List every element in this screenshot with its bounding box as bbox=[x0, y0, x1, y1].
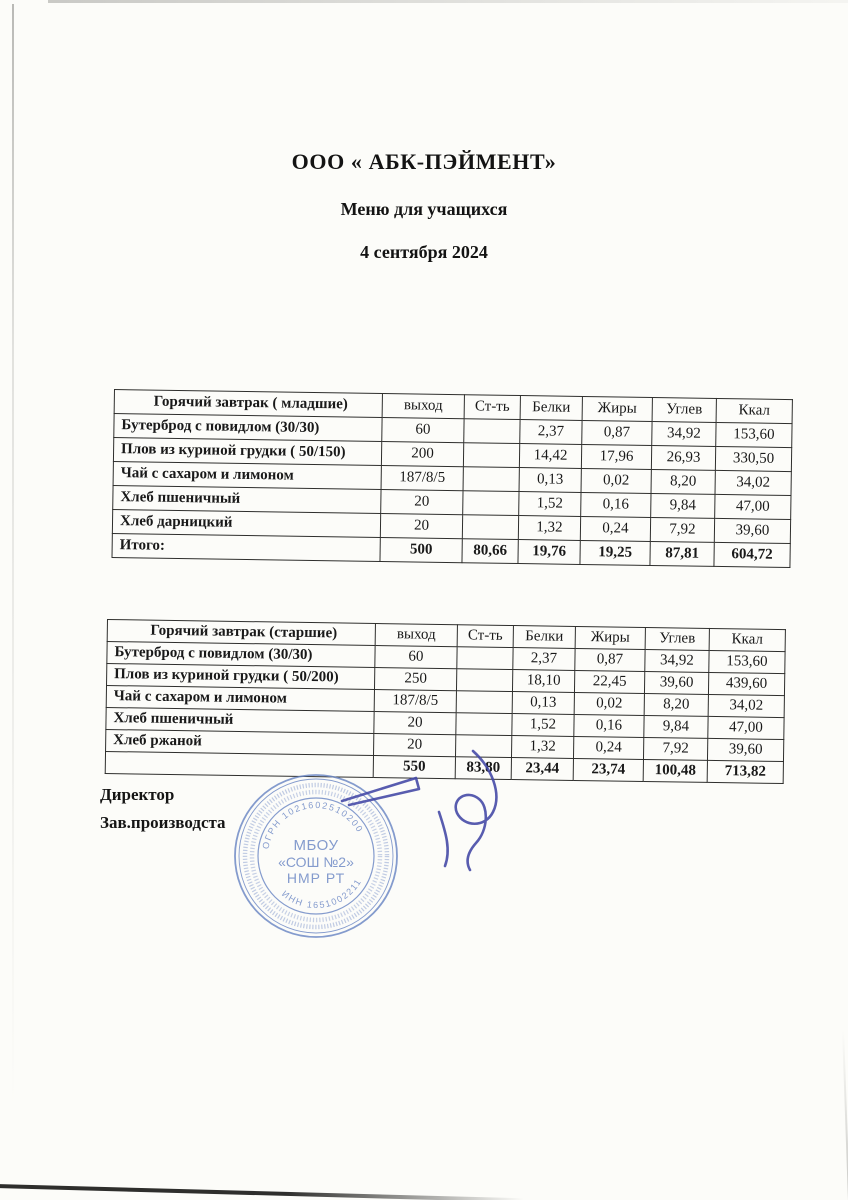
value-cell: 34,92 bbox=[645, 649, 709, 672]
value-cell: 23,44 bbox=[511, 758, 573, 781]
value-cell: 39,60 bbox=[707, 738, 783, 761]
value-cell: 1,52 bbox=[519, 492, 581, 517]
value-cell: 47,00 bbox=[708, 716, 784, 739]
value-cell: 19,76 bbox=[518, 540, 580, 565]
column-header-fat: Жиры bbox=[582, 396, 652, 421]
value-cell: 39,60 bbox=[714, 518, 790, 543]
value-cell bbox=[464, 419, 520, 444]
value-cell: 1,32 bbox=[511, 736, 573, 759]
value-cell: 18,10 bbox=[512, 670, 574, 693]
dish-name-cell: Чай с сахаром и лимоном bbox=[113, 461, 381, 489]
value-cell: 20 bbox=[381, 489, 463, 514]
dish-name-cell: Бутерброд с повидлом (30/30) bbox=[114, 414, 382, 442]
column-header-kcal: Ккал bbox=[716, 398, 792, 423]
stamp-ogrn-text: ОГРН 1021602510200 bbox=[260, 799, 366, 850]
menu-date: 4 сентября 2024 bbox=[360, 242, 488, 262]
value-cell: 83,80 bbox=[455, 757, 511, 780]
value-cell: 0,16 bbox=[574, 714, 644, 737]
column-header-protein: Белки bbox=[513, 626, 575, 649]
value-cell: 20 bbox=[374, 711, 456, 734]
column-header-cost: Ст-ть bbox=[464, 395, 520, 420]
value-cell: 2,37 bbox=[513, 648, 575, 671]
value-cell: 1,52 bbox=[512, 714, 574, 737]
value-cell: 0,02 bbox=[574, 692, 644, 715]
director-label: Директор bbox=[100, 785, 175, 804]
company-title: ООО « АБК-ПЭЙМЕНТ» bbox=[291, 149, 557, 174]
value-cell: 47,00 bbox=[715, 494, 791, 519]
dish-name-cell: Плов из куриной грудки ( 50/150) bbox=[113, 438, 381, 466]
value-cell: 550 bbox=[373, 755, 455, 778]
column-header-carbs: Углев bbox=[645, 627, 709, 650]
value-cell: 153,60 bbox=[716, 422, 792, 447]
value-cell: 604,72 bbox=[714, 542, 790, 567]
value-cell: 8,20 bbox=[644, 693, 708, 716]
value-cell: 330,50 bbox=[715, 446, 791, 471]
value-cell bbox=[463, 491, 519, 516]
value-cell: 34,92 bbox=[652, 421, 716, 446]
value-cell: 34,02 bbox=[708, 694, 784, 717]
value-cell bbox=[456, 669, 512, 692]
value-cell: 100,48 bbox=[643, 759, 707, 782]
value-cell: 23,74 bbox=[573, 758, 643, 781]
dish-name-cell: Хлеб пшеничный bbox=[113, 485, 381, 513]
value-cell: 22,45 bbox=[574, 670, 644, 693]
value-cell: 250 bbox=[374, 667, 456, 690]
director-signature bbox=[318, 742, 548, 892]
value-cell: 0,02 bbox=[581, 468, 651, 493]
value-cell bbox=[462, 515, 518, 540]
column-header-kcal: Ккал bbox=[709, 628, 785, 651]
dish-name-cell: Хлеб дарницкий bbox=[112, 509, 380, 537]
column-header-carbs: Углев bbox=[652, 397, 716, 422]
value-cell: 500 bbox=[380, 537, 462, 562]
menu-table-junior-body bbox=[112, 390, 792, 568]
value-cell: 439,60 bbox=[708, 672, 784, 695]
value-cell bbox=[456, 713, 512, 736]
value-cell: 0,16 bbox=[581, 492, 651, 517]
column-header-vyhod: выход bbox=[375, 623, 457, 646]
value-cell: 60 bbox=[375, 645, 457, 668]
value-cell: 0,13 bbox=[512, 692, 574, 715]
value-cell: 7,92 bbox=[650, 517, 714, 542]
value-cell: 0,24 bbox=[580, 516, 650, 541]
value-cell: 187/8/5 bbox=[381, 465, 463, 490]
value-cell: 1,32 bbox=[518, 516, 580, 541]
stamp-org-line3: НМР РТ bbox=[286, 870, 346, 886]
value-cell: 0,87 bbox=[575, 648, 645, 671]
dish-name-cell: Плов из куриной грудки ( 50/200) bbox=[107, 664, 375, 690]
value-cell: 19,25 bbox=[580, 540, 650, 565]
scan-edge-right bbox=[842, 1030, 848, 1200]
table-title-cell: Горячий завтрак (старшие) bbox=[107, 620, 375, 646]
value-cell: 9,84 bbox=[644, 715, 708, 738]
menu-table-junior-wrap bbox=[111, 389, 792, 568]
value-cell bbox=[463, 443, 519, 468]
column-header-cost: Ст-ть bbox=[457, 625, 513, 648]
value-cell: 2,37 bbox=[520, 420, 582, 445]
value-cell: 39,60 bbox=[644, 671, 708, 694]
menu-table-junior bbox=[111, 389, 792, 568]
value-cell: 34,02 bbox=[715, 470, 791, 495]
signature-stroke-arrow bbox=[342, 778, 419, 805]
stamp-inn-text: ИНН 1651002211 bbox=[280, 876, 364, 911]
value-cell: 26,93 bbox=[651, 445, 715, 470]
value-cell: 9,84 bbox=[651, 493, 715, 518]
signature-stroke-loop bbox=[456, 751, 497, 870]
column-header-fat: Жиры bbox=[575, 626, 645, 649]
value-cell bbox=[457, 647, 513, 670]
dish-name-cell: Хлеб пшеничный bbox=[106, 707, 374, 733]
value-cell: 8,20 bbox=[651, 469, 715, 494]
table-title-cell: Горячий завтрак ( младшие) bbox=[114, 390, 382, 418]
dish-name-cell: Итого: bbox=[112, 533, 380, 561]
value-cell: 153,60 bbox=[709, 650, 785, 673]
scan-edge-bottom bbox=[0, 1184, 524, 1200]
value-cell: 187/8/5 bbox=[374, 689, 456, 712]
value-cell: 20 bbox=[374, 733, 456, 756]
production-manager-label: Зав.производста bbox=[100, 813, 226, 832]
dish-name-cell: Бутерброд с повидлом (30/30) bbox=[107, 642, 375, 668]
signature-stroke-descender bbox=[439, 812, 448, 866]
dish-name-cell: Хлеб ржаной bbox=[106, 729, 374, 755]
value-cell: 17,96 bbox=[581, 444, 651, 469]
value-cell: 80,66 bbox=[462, 539, 518, 564]
value-cell: 7,92 bbox=[643, 737, 707, 760]
value-cell: 14,42 bbox=[519, 444, 581, 469]
value-cell: 60 bbox=[382, 417, 464, 442]
value-cell: 0,24 bbox=[573, 736, 643, 759]
value-cell: 20 bbox=[380, 513, 462, 538]
stamp-org-line1: МБОУ bbox=[293, 837, 339, 854]
column-header-vyhod: выход bbox=[382, 393, 464, 418]
stamp-org-line2: «СОШ №2» bbox=[278, 854, 354, 870]
value-cell bbox=[463, 467, 519, 492]
value-cell: 713,82 bbox=[707, 760, 783, 783]
value-cell bbox=[456, 691, 512, 714]
menu-subtitle: Меню для учащихся bbox=[340, 199, 508, 219]
dish-name-cell: Чай с сахаром и лимоном bbox=[106, 686, 374, 712]
column-header-protein: Белки bbox=[520, 396, 582, 421]
scan-edge-left bbox=[12, 4, 14, 1154]
value-cell: 87,81 bbox=[650, 541, 714, 566]
value-cell: 0,87 bbox=[582, 420, 652, 445]
value-cell: 0,13 bbox=[519, 468, 581, 493]
scan-edge-top bbox=[48, 0, 848, 3]
value-cell: 200 bbox=[381, 441, 463, 466]
